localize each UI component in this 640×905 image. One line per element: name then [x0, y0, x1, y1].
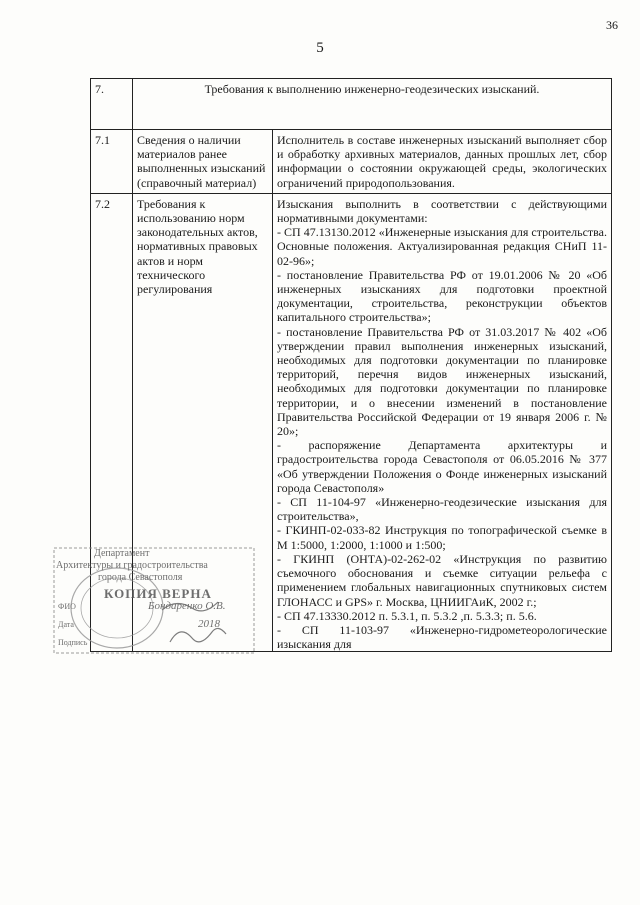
stamp-text: Департамент	[94, 548, 150, 559]
row-number: 7.2	[91, 193, 133, 652]
section-header-row	[91, 79, 612, 130]
table-row	[91, 130, 612, 194]
paragraph: - СП 11-104-97 «Инженерно-геодезические изыскания для строительства»,	[277, 495, 607, 524]
row-content: Исполнитель в составе инженерных изысканий выполняет сбор и обработку архивных материалов, данных прошлых лет, сбор информации о состоянии окружающей среды, экологических ограничений природопользования.	[273, 130, 612, 194]
row-label: Сведения о наличии материалов ранее выполненных изысканий (справочный материал)	[133, 130, 273, 194]
paragraph: - постановление Правительства РФ от 19.01.2006 № 20 «Об инженерных изысканиях для подготовки проектной документации, строительства, реконструкции объектов капитального строительства»;	[277, 267, 607, 325]
paragraph: - ГКИНП (ОНТА)-02-262-02 «Инструкция по развитию съемочного обоснования и съемке ситуации рельефа с применением глобальных навигационных спутниковых систем ГЛОНАСС и GPS» г. Москва, ЦНИИГАиК, 2002 г.;	[277, 551, 607, 609]
stamp-text: Дата	[58, 620, 74, 629]
corner-page-number: 36	[606, 18, 618, 32]
paragraph: - распоряжение Департамента архитектуры и градостроительства города Севастополя от 06.05.2016 № 377 «Об утверждении Положения о Фонде инженерных изысканий города Севастополя»	[277, 438, 607, 495]
page-number: 5	[316, 40, 324, 56]
row-number: 7.1	[91, 130, 133, 194]
paragraph: - СП 47.13330.2012 п. 5.3.1, п. 5.3.2 ,п. 5.3.3; п. 5.6.	[277, 608, 537, 623]
stamp-text: ФИО	[58, 602, 76, 611]
section-title: Требования к выполнению инженерно-геодезических изысканий.	[133, 79, 612, 130]
stamp-text: 2018	[198, 618, 220, 630]
paragraph: - СП 47.13130.2012 «Инженерные изыскания для строительства. Основные положения. Актуализированная редакция СНиП 11-02-96»;	[277, 225, 607, 268]
stamp-text: Архитектуры и градостроительства	[56, 560, 208, 571]
stamp-text: КОПИЯ ВЕРНА	[104, 586, 212, 601]
paragraph: - постановление Правительства РФ от 31.03.2017 № 402 «Об утверждении правил выполнения инженерных изысканий, необходимых для подготовки документации по планировке территорий, перечня видов инженерных изысканий, необходимых для подготовки документации по планировке территории, и о внесении изменений в постановление Правительства Российской Федерации от 19 января 2006 г. № 20»;	[277, 324, 607, 439]
stamp-text: Подпись	[58, 638, 88, 647]
row-content	[273, 193, 612, 652]
certification-stamp	[52, 546, 257, 656]
paragraph: Изыскания выполнить в соответствии с действующими нормативными документами:	[277, 196, 607, 226]
row-label: Требования к использованию норм законодательных актов, нормативных правовых актов и норм технического регулирования	[133, 193, 273, 652]
paragraph: - ГКИНП-02-033-82 Инструкция по топографической съемке в М 1:5000, 1:2000, 1:1000 и 1:500;	[277, 523, 607, 552]
paragraph: - СП 11-103-97 «Инженерно-гидрометеорологические изыскания для	[277, 622, 607, 652]
stamp-text: города Севастополя	[98, 572, 183, 583]
stamp-text: Бондаренко О.В.	[148, 600, 226, 612]
section-number: 7.	[91, 79, 133, 130]
